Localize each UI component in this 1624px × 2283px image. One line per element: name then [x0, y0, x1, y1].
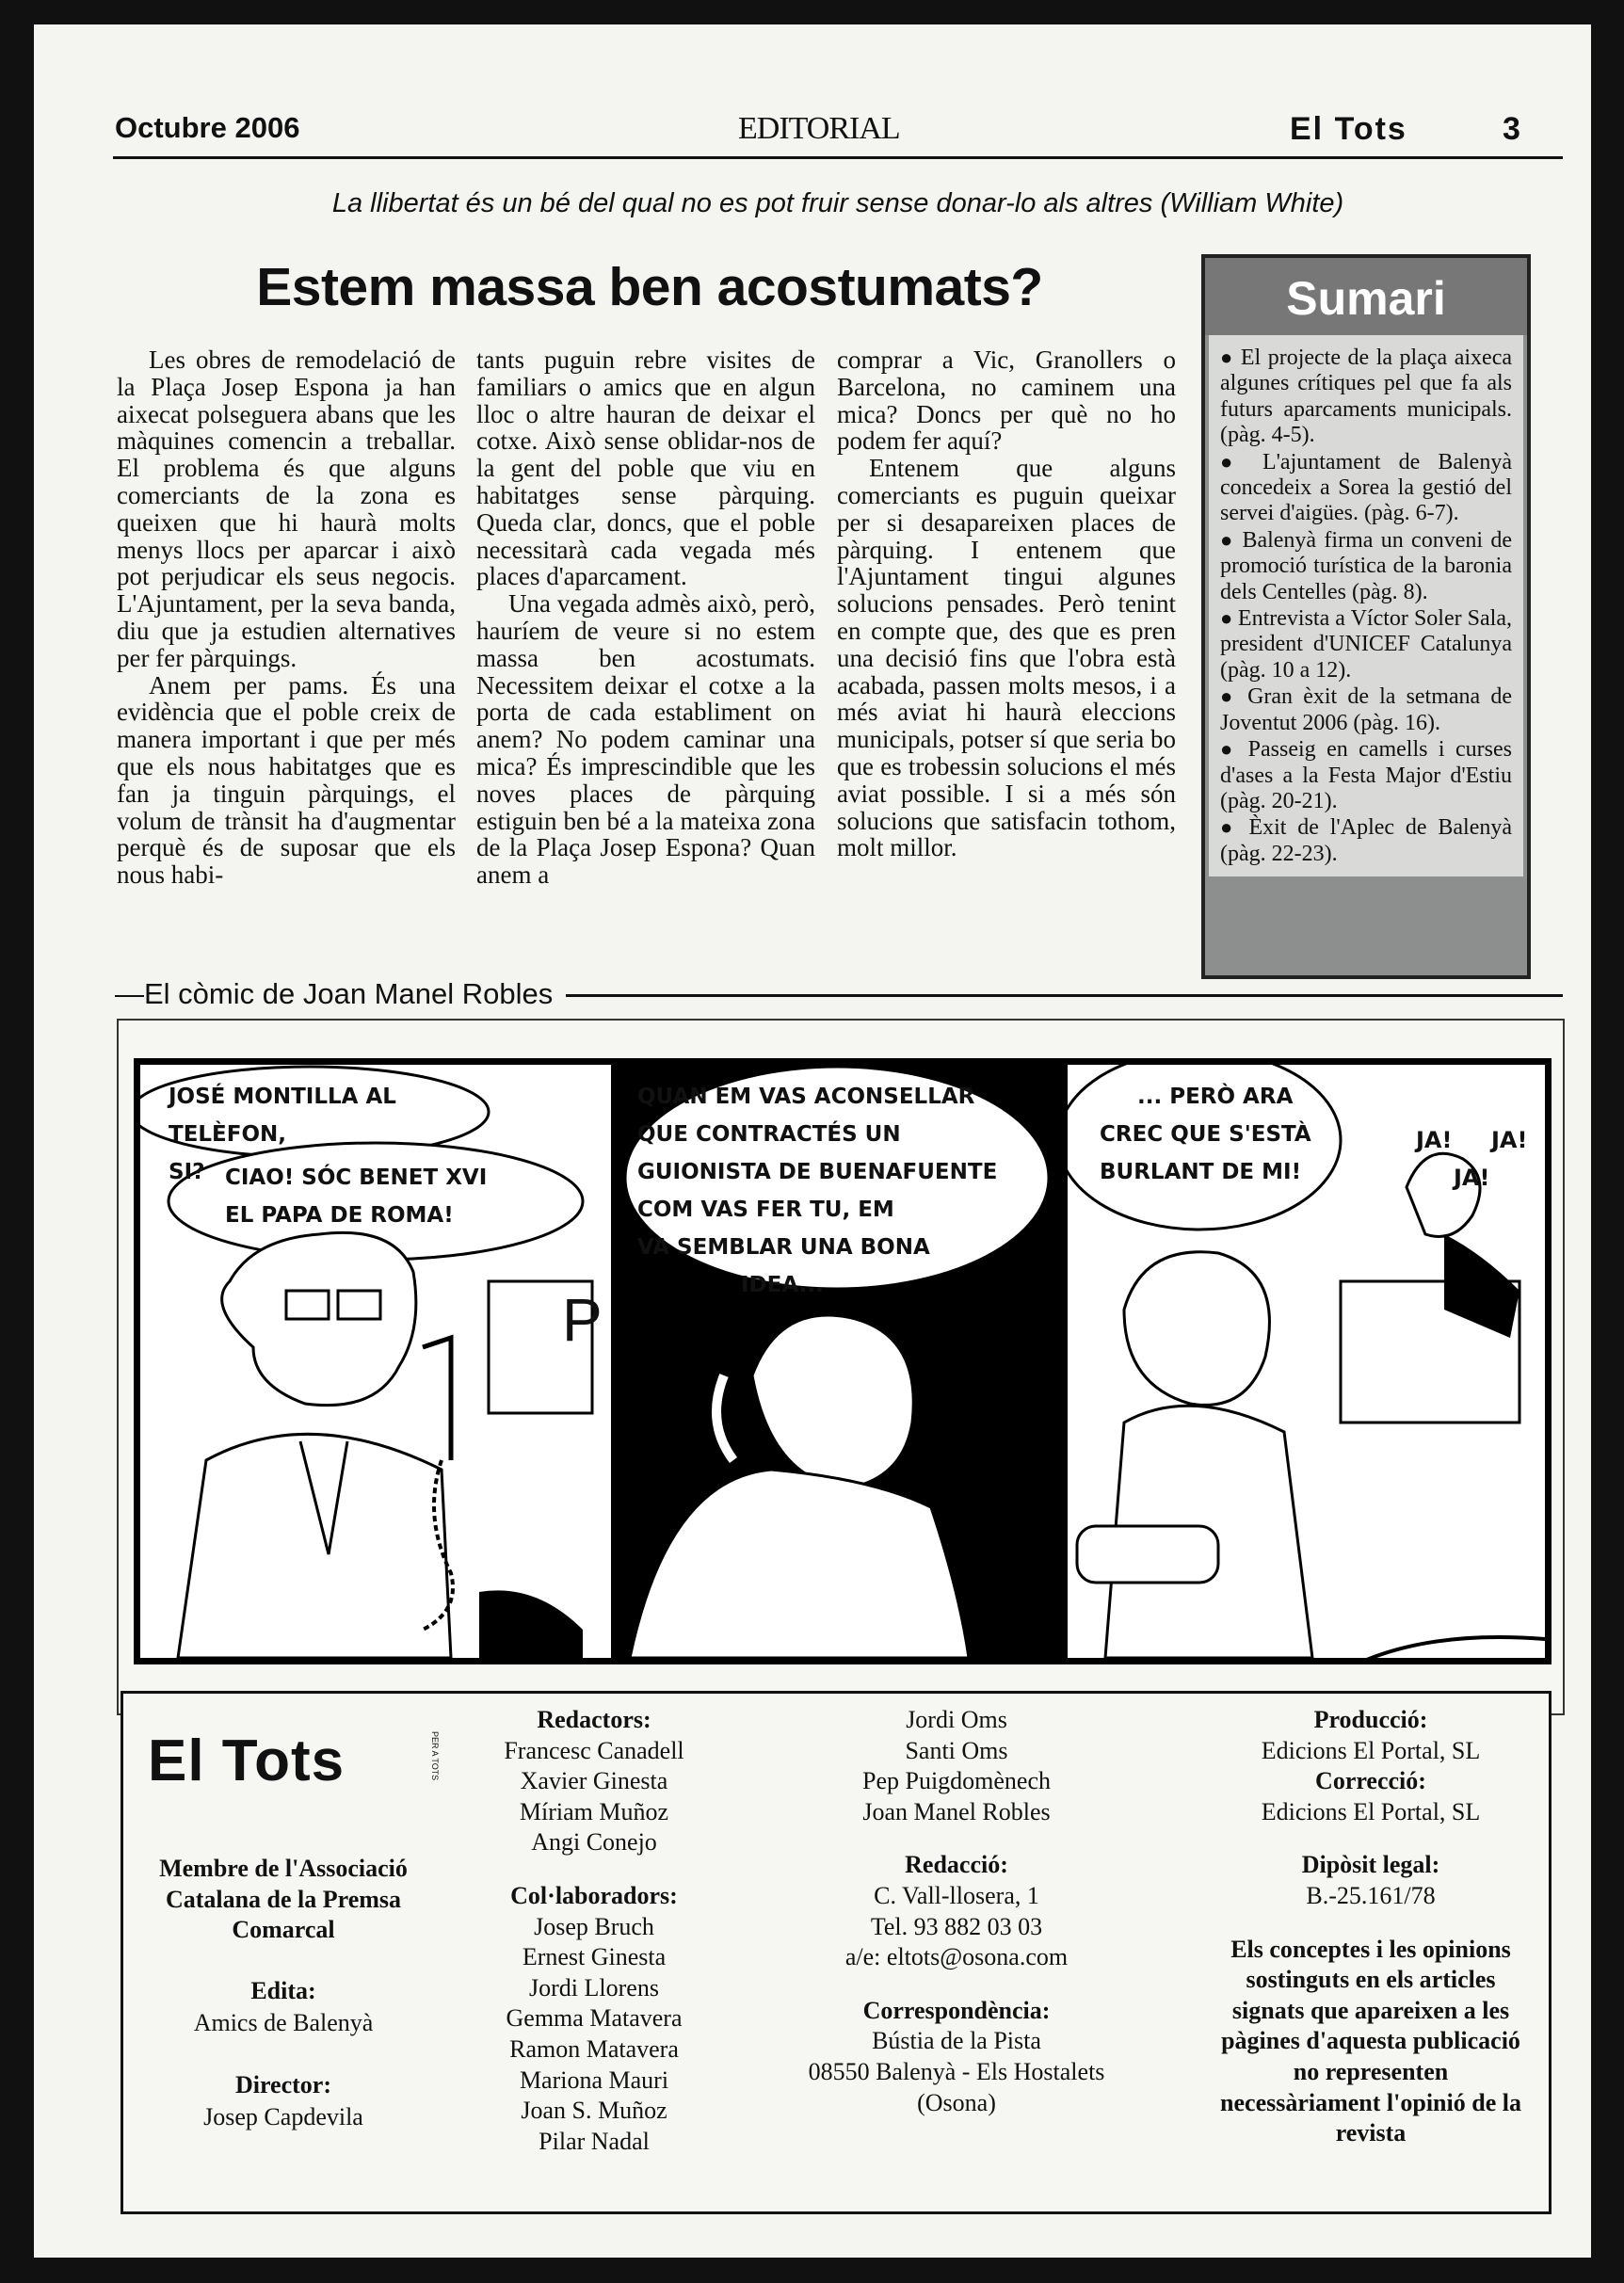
collaborator: Gemma Matavera — [506, 2004, 683, 2033]
bubble-text: ... PERÒ ARA — [1137, 1085, 1294, 1109]
bubble-text: SI? — [169, 1160, 205, 1184]
bubble-text: QUE CONTRACTÉS UN — [637, 1122, 901, 1147]
collaborator: Pilar Nadal — [539, 2127, 650, 2155]
bubble-text: JOSÉ MONTILLA AL TELÈFON, — [169, 1085, 396, 1147]
comic-strip — [117, 1019, 1565, 1715]
collaborator: Jordi Llorens — [529, 1973, 659, 2002]
parking-sign: P — [562, 1286, 603, 1354]
legal-label: Dipòsit legal: — [1301, 1851, 1440, 1879]
collaborator: Josep Bruch — [534, 1912, 654, 1940]
editors-label: Redactors: — [537, 1706, 651, 1733]
bubble-4 — [1100, 1078, 1344, 1191]
legal-number: B.-25.161/78 — [1306, 1881, 1436, 1909]
comic-heading-text: El còmic de Joan Manel Robles — [144, 977, 554, 1010]
toc-list — [1209, 335, 1523, 876]
laugh-1: JA! — [1416, 1127, 1453, 1153]
comic-panel-1 — [140, 1065, 611, 1658]
comic-panel-3 — [1061, 1065, 1545, 1658]
comic-panel-2 — [611, 1065, 1061, 1658]
bubble-text: CIAO! SÓC BENET XVI — [225, 1166, 488, 1190]
office-label: Redacció: — [905, 1851, 1008, 1879]
editor: Míriam Muñoz — [519, 1797, 669, 1825]
production: Edicions El Portal, SL — [1261, 1736, 1481, 1764]
toc-item: ● Gran èxit de la setmana de Joventut 2006 (pàg. 16). — [1220, 683, 1512, 736]
production-block — [1215, 1705, 1526, 2149]
bubble-text: COM VAS FER TU, EM — [637, 1198, 894, 1222]
page-number: 3 — [1503, 111, 1520, 147]
paragraph: Una vegada admès això, però, hauríem de veure si no estem massa ben acostumats. Necessitem deixar el cotxe a la porta de cada establiment on anem? No podem caminar una mica? És imprescindible que les noves places de pàrquing estiguin ben bé a la mateixa zona de la Plaça Josep Espona? Quan anem a — [476, 589, 815, 890]
bubble-text: QUAN EM VAS ACONSELLAR — [637, 1085, 975, 1109]
office-line: Tel. 93 882 03 03 — [870, 1912, 1043, 1940]
correction: Edicions El Portal, SL — [1261, 1797, 1481, 1825]
section-title: EDITORIAL — [738, 111, 900, 146]
mail-line: (Osona) — [917, 2088, 996, 2116]
table-of-contents — [1201, 254, 1531, 979]
bubble-2 — [225, 1159, 536, 1234]
director: Josep Capdevila — [203, 2103, 363, 2130]
production-label: Producció: — [1313, 1706, 1428, 1733]
comic-frame — [134, 1058, 1552, 1664]
editor: Angi Conejo — [531, 1828, 657, 1857]
publisher-label: Edita: — [250, 1977, 316, 2004]
paragraph: Les obres de remodelació de la Plaça Josep Espona ja han aixecat polseguera abans que les màquines comencin a treballar. El problema és que alguns comerciants de la zona es queixen que hi haurà molts menys llocs per aparcar i això pot perjudicar els seus negocis. L'Ajuntament, per la seva banda, diu que ja estudien alternatives per fer pàrquings. — [117, 346, 456, 672]
collaborator: Joan Manel Robles — [862, 1797, 1051, 1825]
bubble-text: EL PAPA DE ROMA! — [225, 1203, 454, 1228]
newspaper-page — [34, 24, 1591, 2258]
disclaimer: Els conceptes i les opinions sostinguts en els articles signats que apareixen a les pàgines d'aquesta publicació no representen necessàriament l'opinió de la revista — [1220, 1935, 1521, 2147]
laugh-3: JA! — [1491, 1127, 1528, 1153]
issue-date: Octubre 2006 — [115, 111, 300, 144]
toc-item: ● Entrevista a Víctor Soler Sala, president d'UNICEF Catalunya (pàg. 10 a 12). — [1220, 605, 1512, 683]
mail-label: Correspondència: — [862, 1996, 1051, 2024]
collaborators-label: Col·laboradors: — [510, 1881, 678, 1909]
toc-item: ● El projecte de la plaça aixeca algunes crítiques pel que fa als futurs aparcaments municipals. (pàg. 4-5). — [1220, 345, 1512, 449]
office-line: C. Vall-llosera, 1 — [874, 1881, 1039, 1909]
bubble-3 — [637, 1078, 1033, 1304]
header-rule — [113, 156, 1563, 159]
collaborator: Mariona Mauri — [519, 2066, 669, 2094]
laugh-2: JA! — [1454, 1165, 1490, 1191]
article-title: Estem massa ben acostumats? — [256, 257, 1043, 317]
office-block — [801, 1705, 1112, 2118]
mail-line: Bústia de la Pista — [872, 2027, 1041, 2055]
collaborator: Pep Puigdomènech — [861, 1767, 1052, 1795]
paragraph: tants puguin rebre visites de familiars o amics que en algun lloc o altre hauran de deixar el cotxe. Això sense oblidar-nos de la gent del poble que viu en habitatges sense pàrquing. Queda clar, doncs, que el poble necessitarà cada vegada més places d'aparcament. — [476, 346, 815, 591]
editor: Francesc Canadell — [504, 1736, 684, 1764]
office-line: a/e: eltots@osona.com — [844, 1943, 1069, 1971]
article-column-2 — [476, 346, 815, 889]
masthead-box — [121, 1691, 1552, 2214]
paragraph: Anem per pams. És una evidència que el poble creix de manera important i que per més que els nous habitatges que es fan ja tinguin pàrquings, el volum de trànsit ha d'augmentar perquè és de suposar que els nous habi- — [117, 670, 456, 890]
paragraph: Entenem que alguns comerciants es puguin queixar per si desapareixen places de pàrquing. I entenem que l'Ajuntament tingui algunes solucions pensades. Però tenint en compte que, des que es pren una decisió fins que l'obra està acabada, passen molts mesos, i a més aviat hi haurà eleccions municipals, potser sí que seria bo que es trobessin solucions el més aviat possible. I si a més són solucions que satisfacin tothom, molt millor. — [837, 454, 1176, 862]
mail-line: 08550 Balenyà - Els Hostalets — [808, 2057, 1105, 2085]
correction-label: Correcció: — [1315, 1767, 1426, 1795]
director-label: Director: — [234, 2071, 331, 2098]
bubble-text: GUIONISTA DE BUENAFUENTE — [637, 1160, 998, 1184]
publication-name: El Tots — [1290, 111, 1407, 147]
toc-title: Sumari — [1205, 258, 1527, 335]
header-quote: La llibertat és un bé del qual no es pot fruir sense donar-lo als altres (William White) — [331, 188, 1344, 218]
masthead-logo-tag: PER A TOTS — [430, 1731, 440, 1781]
toc-item: ● Èxit de l'Aplec de Balenyà (pàg. 22-23). — [1220, 814, 1512, 867]
masthead-logo: El Tots — [148, 1728, 346, 1793]
toc-item: ● Passeig en camells i curses d'ases a la Festa Major d'Estiu (pàg. 20-21). — [1220, 736, 1512, 814]
collaborator: Joan S. Muñoz — [521, 2097, 667, 2125]
collaborator: Ramon Matavera — [509, 2034, 679, 2063]
toc-item: ● Balenyà firma un conveni de promoció turística de la baronia dels Centelles (pàg. 8). — [1220, 527, 1512, 605]
editors-block — [453, 1705, 735, 2157]
paragraph: comprar a Vic, Granollers o Barcelona, no caminem una mica? Doncs per què no ho podem fer aquí? — [837, 346, 1176, 456]
article-column-3 — [837, 346, 1176, 861]
collaborator: Jordi Oms — [906, 1706, 1007, 1733]
publisher: Amics de Balenyà — [193, 2009, 374, 2036]
bubble-text: VA SEMBLAR UNA BONA — [637, 1235, 930, 1260]
comic-heading: —El còmic de Joan Manel Robles — [115, 977, 566, 1011]
toc-item: ● L'ajuntament de Balenyà concedeix a Sorea la gestió del servei d'aigües. (pàg. 6-7). — [1220, 449, 1512, 527]
collaborator: Santi Oms — [905, 1736, 1008, 1764]
editor: Xavier Ginesta — [520, 1767, 668, 1795]
bubble-text: CREC QUE S'ESTÀ — [1100, 1122, 1311, 1147]
bubble-text: IDEA... — [741, 1273, 824, 1297]
bubble-text: BURLANT DE MI! — [1100, 1160, 1302, 1184]
membership: Membre de l'Associació Catalana de la Premsa Comarcal — [159, 1855, 408, 1944]
collaborator: Ernest Ginesta — [522, 1943, 667, 1971]
article-column-1 — [117, 346, 456, 889]
